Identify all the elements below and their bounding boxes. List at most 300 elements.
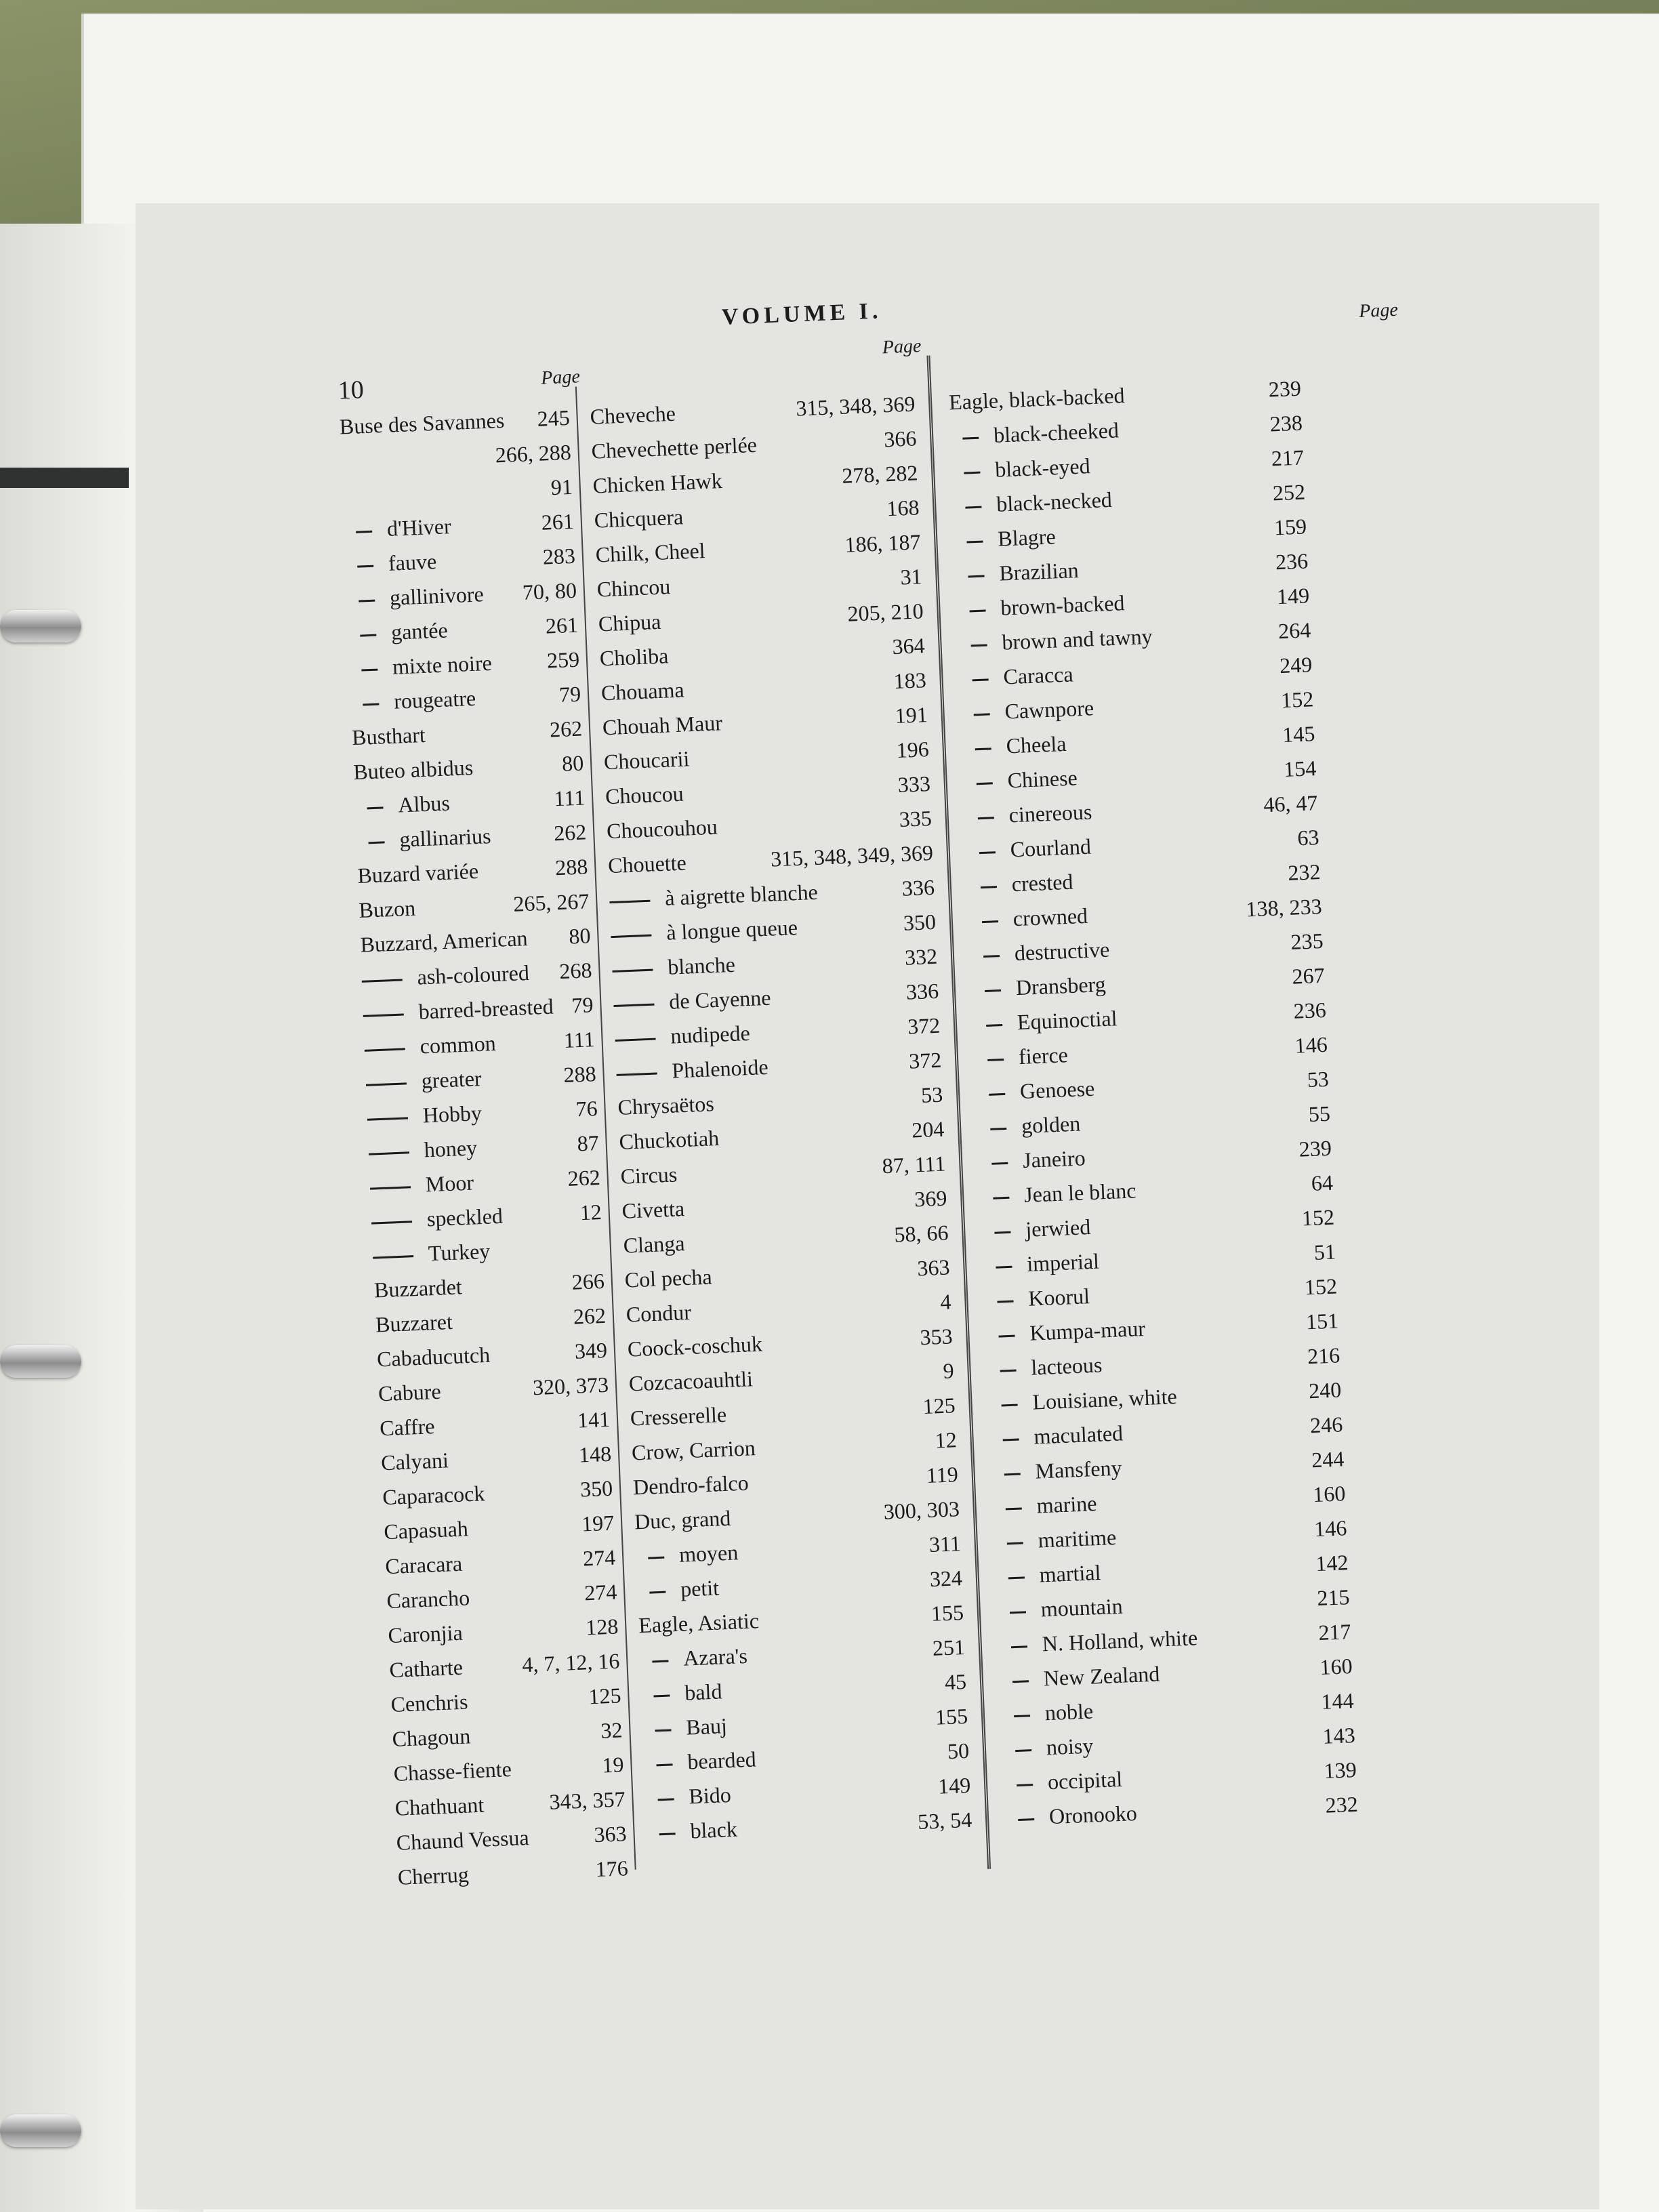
index-entry-page: 79 — [558, 681, 581, 707]
index-entry-page: 64 — [1311, 1170, 1334, 1195]
index-entry-label: black-necked — [996, 487, 1113, 516]
ditto-dash-icon — [359, 600, 375, 602]
index-entry-label: gallinivore — [389, 581, 485, 610]
ditto-dash-icon — [1010, 1611, 1026, 1614]
index-entry-page: 53 — [920, 1082, 943, 1107]
index-entry-page: 205, 210 — [846, 598, 924, 626]
index-entry-page: 320, 373 — [532, 1372, 609, 1400]
index-entry-label: Cheveche — [589, 401, 676, 429]
index-entry-page: 238 — [1269, 410, 1303, 436]
index-entry-page: 268 — [558, 958, 593, 984]
index-entry-label: Caffre — [379, 1414, 436, 1441]
index-entry-text — [636, 1570, 720, 1608]
index-entry-label: cinereous — [1008, 799, 1092, 827]
index-entry-label: Dransberg — [1015, 971, 1107, 1000]
index-entry-text — [954, 519, 1056, 558]
index-column-2 — [590, 386, 973, 1850]
ditto-dash-icon — [996, 1266, 1012, 1269]
index-entry-text — [638, 1603, 760, 1643]
index-entry-page: 191 — [894, 702, 928, 728]
index-entry-label: black-cheeked — [993, 417, 1120, 447]
index-entry-text — [613, 981, 771, 1021]
index-entry-label: jerwied — [1025, 1214, 1091, 1242]
index-entry-text — [380, 1443, 449, 1480]
index-entry-text — [595, 533, 706, 572]
index-entry-page: 152 — [1301, 1204, 1335, 1231]
index-entry-page: 232 — [1287, 859, 1322, 885]
index-entry-page: 216 — [1307, 1343, 1340, 1369]
index-entry-label: Buzzardet — [373, 1274, 463, 1303]
index-entry-page: 262 — [553, 819, 587, 846]
ditto-dash-icon — [1012, 1680, 1029, 1683]
index-entry-label: bald — [684, 1679, 723, 1705]
index-entry-label: gantée — [390, 617, 449, 644]
index-entry-label: marine — [1036, 1491, 1098, 1518]
index-entry-text — [994, 1520, 1117, 1559]
index-entry-page: 350 — [579, 1475, 613, 1502]
ditto-dash-icon — [997, 1300, 1013, 1303]
index-entry-label: fauve — [388, 548, 437, 575]
index-entry-text — [600, 672, 685, 710]
index-entry-text — [384, 1547, 463, 1584]
index-entry-page: 45 — [944, 1668, 967, 1695]
index-entry-text — [627, 1327, 763, 1367]
binder-edge — [0, 468, 129, 488]
index-entry-page: 266, 288 — [495, 439, 572, 468]
page-column-label: Page — [882, 335, 922, 359]
ditto-dash-icon — [978, 817, 994, 819]
index-entry-page: 12 — [934, 1427, 958, 1453]
ditto-dash-icon — [655, 1729, 671, 1732]
ditto-dash-icon — [994, 1231, 1010, 1234]
ditto-dash-icon — [615, 1038, 656, 1042]
page-column-label: Page — [540, 366, 581, 389]
index-entry-text — [351, 718, 426, 755]
ditto-dash-icon — [609, 900, 650, 903]
index-entry-text — [647, 1812, 738, 1850]
index-entry-page: 245 — [536, 405, 571, 431]
index-entry-label: noisy — [1046, 1733, 1094, 1760]
ditto-dash-icon — [966, 541, 983, 544]
index-entry-label: crowned — [1012, 903, 1088, 931]
index-entry-text — [614, 1016, 750, 1056]
index-entry-label: barred-breasted — [417, 994, 554, 1024]
index-entry-label: Cheela — [1005, 731, 1067, 758]
index-entry-label: Chouette — [607, 850, 687, 878]
index-entry-label: Chagoun — [391, 1723, 471, 1751]
index-entry-page: 146 — [1294, 1031, 1328, 1058]
index-entry-label: gallinarius — [398, 823, 492, 852]
ditto-dash-icon — [962, 437, 979, 440]
index-entry-text — [642, 1708, 727, 1746]
index-entry-label: Cherrug — [397, 1862, 470, 1889]
index-entry-page: 265, 267 — [512, 888, 590, 916]
index-entry-label: destructive — [1014, 937, 1110, 966]
index-entry-text — [628, 1361, 754, 1401]
index-entry-label: Chouah Maur — [602, 710, 723, 740]
ditto-dash-icon — [373, 1255, 413, 1258]
index-entry-page: 146 — [1313, 1515, 1348, 1542]
index-entry-page: 19 — [601, 1752, 625, 1778]
index-entry-label: brown and tawny — [1001, 623, 1153, 655]
ditto-dash-icon — [363, 703, 379, 706]
index-entry-page: 264 — [1277, 617, 1311, 644]
index-entry-text — [620, 1157, 678, 1193]
index-entry-text — [973, 1001, 1118, 1041]
index-entry-page: 111 — [563, 1027, 596, 1052]
index-entry-label: black-eyed — [994, 453, 1091, 482]
index-entry-label: Caparacock — [382, 1481, 485, 1510]
index-entry-text — [394, 1788, 485, 1826]
index-entry-page: 283 — [542, 543, 576, 569]
index-entry-label: Buzzard, American — [359, 926, 529, 957]
index-entry-page: 204 — [911, 1116, 945, 1143]
index-entry-label: Blagre — [997, 524, 1057, 551]
index-entry-page: 4, 7, 12, 16 — [521, 1648, 621, 1677]
index-entry-label: Oronooko — [1048, 1800, 1138, 1829]
index-entry-page: 246 — [1309, 1412, 1343, 1438]
index-entry-label: occipital — [1047, 1766, 1123, 1795]
ditto-dash-icon — [1014, 1715, 1030, 1717]
index-entry-label: mountain — [1040, 1593, 1124, 1622]
index-entry-text — [382, 1476, 485, 1515]
index-entry-page: 51 — [1313, 1239, 1336, 1265]
index-entry-label: Cozcacoauhtli — [628, 1366, 754, 1396]
index-entry-text — [605, 777, 684, 815]
ditto-dash-icon — [360, 634, 376, 637]
index-entry-text — [592, 464, 723, 504]
index-entry-label: Cawnpore — [1004, 695, 1094, 724]
index-entry-text — [1001, 1694, 1094, 1732]
ditto-dash-icon — [1003, 1439, 1019, 1441]
index-entry-page: 87, 111 — [882, 1151, 946, 1179]
index-entry-label: mixte noire — [392, 650, 493, 679]
index-entry-page: 372 — [907, 1012, 941, 1039]
index-entry-text — [617, 1086, 715, 1125]
ditto-dash-icon — [367, 807, 384, 810]
index-entry-page: 369 — [914, 1185, 948, 1212]
ditto-dash-icon — [1015, 1749, 1031, 1752]
index-entry-label: Catharte — [388, 1654, 464, 1683]
index-entry-text — [344, 544, 437, 582]
index-entry-label: Azara's — [682, 1643, 748, 1671]
index-entry-text — [624, 1260, 713, 1298]
index-entry-label: Buzzaret — [375, 1309, 453, 1337]
index-entry-page: 350 — [903, 909, 937, 935]
index-entry-label: Koorul — [1027, 1284, 1090, 1311]
index-entry-text — [368, 1130, 478, 1169]
index-entry-page: 9 — [942, 1358, 955, 1383]
ditto-dash-icon — [614, 1004, 655, 1007]
index-entry-text — [975, 1038, 1069, 1076]
index-entry-page: 235 — [1290, 928, 1324, 954]
index-entry-text — [621, 1191, 685, 1229]
index-entry-label: Chilk, Cheel — [595, 538, 706, 567]
index-entry-text — [634, 1501, 731, 1540]
index-entry-page: 336 — [905, 978, 939, 1004]
index-entry-text — [596, 569, 671, 607]
index-entry-label: golden — [1021, 1111, 1081, 1138]
index-entry-text — [960, 657, 1074, 696]
index-entry-text — [996, 1555, 1102, 1594]
index-entry-text — [979, 1141, 1086, 1179]
index-entry-label: honey — [424, 1135, 478, 1162]
index-entry-text — [976, 1071, 1095, 1111]
index-entry-label: Chouama — [600, 677, 685, 705]
ditto-dash-icon — [617, 1073, 657, 1076]
ditto-dash-icon — [989, 1093, 1005, 1096]
index-entry-page: 266 — [571, 1268, 605, 1294]
index-entry-page: 315, 348, 369 — [795, 391, 916, 421]
index-entry-page: 63 — [1296, 825, 1320, 851]
index-entry-text — [644, 1778, 731, 1816]
index-entry-text — [346, 577, 485, 617]
index-entry-page: 333 — [897, 771, 931, 797]
index-entry-text — [347, 613, 448, 651]
index-entry-label: Civetta — [621, 1196, 685, 1223]
index-entry-text — [632, 1466, 749, 1505]
index-entry-text — [961, 691, 1094, 731]
index-entry-page: 372 — [908, 1047, 942, 1073]
index-entry-text — [1004, 1762, 1123, 1801]
index-entry-page: 239 — [1268, 375, 1302, 402]
index-entry-page: 217 — [1317, 1619, 1352, 1645]
index-entry-label: fierce — [1018, 1042, 1069, 1069]
index-entry-label: Equinoctial — [1017, 1006, 1118, 1035]
ditto-dash-icon — [981, 886, 997, 888]
index-entry-text — [343, 509, 452, 548]
ditto-dash-icon — [985, 989, 1001, 992]
index-entry-label: Hobby — [422, 1100, 483, 1128]
index-entry-page: 142 — [1315, 1550, 1349, 1576]
index-entry-text — [379, 1409, 435, 1446]
index-entry-page: 353 — [919, 1324, 954, 1350]
index-entry-label: Chasse-fiente — [393, 1756, 512, 1786]
index-entry-page: 144 — [1320, 1688, 1355, 1714]
ditto-dash-icon — [987, 1059, 1004, 1061]
index-entry-text — [367, 1096, 483, 1135]
index-entry-page: 232 — [1325, 1791, 1359, 1818]
index-entry-page: 76 — [575, 1096, 598, 1122]
ditto-dash-icon — [1017, 1784, 1033, 1786]
index-entry-text — [964, 760, 1078, 800]
index-entry-label: Chaund Vessua — [396, 1825, 530, 1855]
index-entry-page: 300, 303 — [883, 1496, 960, 1524]
index-entry-text — [1002, 1729, 1094, 1767]
index-entry-label: Chipua — [598, 609, 661, 636]
ditto-dash-icon — [369, 842, 385, 844]
ditto-dash-icon — [971, 644, 987, 647]
index-entry-page: 152 — [1304, 1273, 1338, 1300]
ditto-dash-icon — [999, 1335, 1015, 1338]
index-entry-page: 364 — [891, 633, 926, 659]
index-entry-page: 12 — [579, 1199, 602, 1225]
index-entry-text — [364, 1026, 497, 1066]
index-entry-text — [952, 483, 1112, 523]
index-entry-page: 143 — [1322, 1722, 1356, 1748]
index-entry-page: 148 — [578, 1441, 612, 1467]
index-entry-text — [984, 1279, 1090, 1317]
index-entry-text — [1005, 1796, 1138, 1836]
index-entry-label: à aigrette blanche — [664, 879, 819, 910]
ditto-dash-icon — [983, 955, 1000, 958]
index-entry-label: Condur — [626, 1299, 692, 1327]
index-entry-text — [355, 819, 491, 859]
index-entry-page: 31 — [899, 564, 923, 590]
ditto-dash-icon — [649, 1591, 665, 1594]
ditto-dash-icon — [357, 565, 373, 568]
index-entry-text — [635, 1535, 739, 1574]
index-entry-label: greater — [421, 1065, 483, 1093]
index-entry-page: 197 — [581, 1510, 615, 1536]
index-entry-label: speckled — [426, 1203, 504, 1231]
index-page — [244, 197, 1481, 2045]
ditto-dash-icon — [1007, 1542, 1023, 1545]
index-entry-page: 363 — [916, 1254, 951, 1281]
index-entry-label: New Zealand — [1043, 1661, 1160, 1691]
index-entry-text — [377, 1374, 441, 1412]
index-entry-text — [991, 1450, 1123, 1490]
index-entry-page: 262 — [567, 1165, 601, 1191]
index-entry-page: 278, 282 — [841, 460, 919, 488]
ditto-dash-icon — [653, 1695, 670, 1698]
index-entry-label: imperial — [1026, 1248, 1100, 1276]
index-entry-text — [390, 1684, 469, 1722]
ditto-dash-icon — [975, 748, 991, 751]
index-entry-page: 168 — [886, 495, 920, 521]
ditto-dash-icon — [993, 1197, 1009, 1200]
index-entry-label: maculated — [1033, 1420, 1124, 1449]
index-entry-label: Carancho — [386, 1585, 470, 1614]
ditto-dash-icon — [964, 472, 980, 474]
index-entry-label: nudipede — [670, 1020, 751, 1048]
index-entry-page: 141 — [577, 1406, 611, 1433]
page-number: 10 — [337, 375, 365, 405]
volume-title: VOLUME I. — [721, 298, 883, 330]
index-entry-label: Turkey — [428, 1238, 491, 1266]
index-entry-page: 145 — [1282, 721, 1315, 747]
index-entry-page: 262 — [549, 716, 583, 742]
index-entry-label: Calyani — [380, 1448, 449, 1475]
index-entry-text — [969, 899, 1088, 938]
index-entry-label: Eagle, Asiatic — [638, 1608, 760, 1638]
index-entry-label: Circus — [619, 1162, 678, 1189]
index-entry-label: Caracca — [1002, 661, 1074, 689]
index-entry-label: petit — [680, 1575, 720, 1601]
index-entry-page: 251 — [932, 1634, 966, 1660]
ditto-dash-icon — [1008, 1577, 1025, 1580]
index-entry-text — [371, 1199, 504, 1239]
index-entry-page: 336 — [901, 874, 935, 901]
ditto-dash-icon — [968, 575, 985, 578]
index-entry-page: 79 — [571, 992, 594, 1018]
index-entry-page: 139 — [1323, 1757, 1357, 1783]
binder-ring-icon — [0, 1345, 81, 1378]
index-entry-label: Courland — [1010, 834, 1092, 862]
index-entry-page: 335 — [899, 805, 933, 832]
ditto-dash-icon — [356, 531, 372, 533]
index-entry-page: 128 — [585, 1614, 619, 1640]
index-entry-text — [602, 705, 723, 745]
index-entry-label: Buse des Savannes — [339, 407, 505, 439]
ditto-dash-icon — [652, 1660, 668, 1663]
index-entry-text — [623, 1226, 686, 1263]
index-entry-label: Cabure — [377, 1378, 442, 1406]
index-entry-page: 363 — [593, 1821, 628, 1847]
index-entry-label: ash-coloured — [416, 960, 530, 989]
index-entry-label: Choucarii — [603, 746, 690, 775]
index-entry-page: 315, 348, 349, 369 — [770, 840, 934, 872]
index-entry-text — [375, 1305, 453, 1343]
index-entry-text — [630, 1397, 727, 1436]
index-entry-text — [983, 1244, 1100, 1284]
index-entry-label: maritime — [1037, 1524, 1117, 1553]
index-entry-text — [372, 1234, 491, 1273]
index-entry-text — [631, 1431, 756, 1470]
index-entry-text — [640, 1674, 722, 1712]
index-entry-text — [603, 741, 690, 779]
index-entry-text — [611, 947, 735, 987]
index-entry-page: 239 — [1298, 1135, 1332, 1162]
index-entry-page: 80 — [561, 750, 584, 776]
index-entry-text — [388, 1616, 464, 1653]
index-entry-page: 154 — [1283, 756, 1317, 782]
index-entry-label: Chevechette perlée — [590, 432, 758, 464]
index-entry-page: 155 — [935, 1703, 968, 1729]
index-entry-text — [987, 1348, 1103, 1387]
ditto-dash-icon — [986, 1024, 1002, 1027]
index-entry-label: Cenchris — [390, 1689, 469, 1717]
index-entry-text — [985, 1311, 1145, 1352]
index-entry-label: black — [689, 1816, 738, 1843]
index-entry-text — [365, 1061, 483, 1101]
index-entry-page: 349 — [574, 1337, 608, 1364]
ditto-dash-icon — [657, 1764, 673, 1767]
index-entry-text — [616, 1050, 769, 1090]
ditto-dash-icon — [977, 782, 993, 785]
index-entry-text — [966, 830, 1092, 869]
index-entry-label: Buzon — [358, 895, 416, 922]
index-entry-label: Chathuant — [394, 1792, 485, 1820]
index-entry-text — [619, 1121, 720, 1160]
ditto-dash-icon — [365, 1048, 405, 1052]
index-entry-label: Caracara — [384, 1551, 463, 1579]
index-entry-page: 91 — [550, 474, 573, 500]
index-entry-page: 324 — [929, 1565, 963, 1591]
index-entry-page: 274 — [582, 1544, 616, 1571]
index-entry-page: 186, 187 — [844, 529, 922, 557]
ditto-dash-icon — [366, 1083, 407, 1086]
index-entry-label: Jean le blanc — [1023, 1178, 1137, 1207]
index-entry-page: 252 — [1272, 479, 1306, 506]
index-entry-text — [990, 1416, 1124, 1456]
binder-ring-icon — [0, 610, 81, 642]
index-entry-text — [383, 1511, 468, 1549]
index-entry-text — [981, 1210, 1091, 1248]
index-entry-text — [594, 499, 684, 537]
index-entry-page: 274 — [583, 1579, 617, 1605]
ditto-dash-icon — [370, 1186, 411, 1189]
ditto-dash-icon — [1011, 1645, 1027, 1648]
index-entry-label: Choucou — [605, 781, 684, 809]
index-entry-label: N. Holland, white — [1042, 1625, 1198, 1656]
index-entry-label: blanche — [667, 951, 736, 979]
index-entry-text — [962, 726, 1067, 765]
ditto-dash-icon — [611, 935, 651, 938]
index-entry-page: 196 — [896, 737, 930, 762]
index-entry-label: Buteo albidus — [352, 755, 474, 785]
index-entry-text — [965, 794, 1093, 834]
